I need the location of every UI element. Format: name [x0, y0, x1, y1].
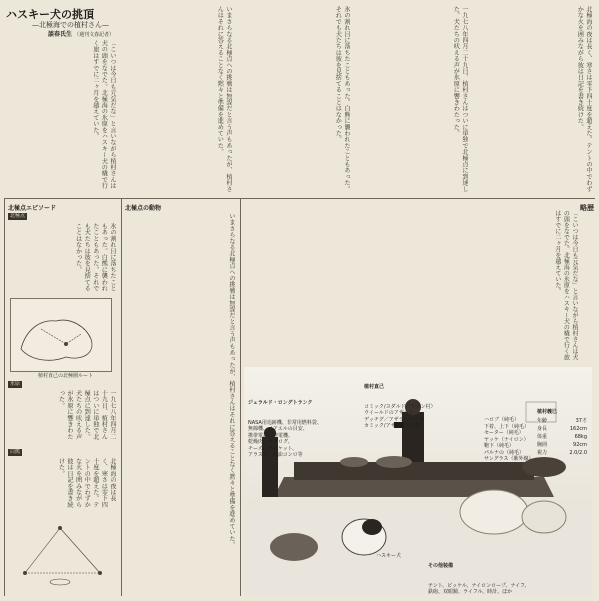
chronology-title: 略歴 — [580, 204, 594, 212]
body-column-2: 氷の割れ目に落ちたこともあった。白熊に襲われたこともあった。それでも犬たちは彼を見捨てることはなかった。 — [334, 6, 350, 192]
sidebar-border-left — [4, 198, 5, 596]
expedition-photo — [244, 367, 592, 595]
stats-label: 体重 — [537, 434, 548, 440]
tag-3: 白熊 — [10, 449, 21, 455]
stats-label: 視力 — [537, 450, 548, 456]
stats-row — [537, 441, 587, 449]
dog-label: ハスキー犬 — [376, 553, 402, 559]
animals-text: いまさらなる北極点への挑戦は無謀だと言う声もあったが、植村さんはそれに答えることなく黙々と準備を進めていた。 — [228, 213, 235, 548]
article-subtitle: —北極海での植村さん— — [32, 21, 109, 29]
body-column-3: 一九七八年四月二十九日、植村さんはついに単独で北極点に到達した。犬たちの吠える声が氷原に響きわたった。 — [452, 6, 468, 192]
section-divider — [4, 198, 595, 199]
stats-row — [537, 433, 587, 441]
sled-sketch-drawing — [10, 518, 114, 588]
body-column-4: 北極海の夜は長く、寒さは零下四十度を超えた。テントの中でわずかな火を囲みながら彼は日記を書き続けた。 — [576, 6, 592, 192]
author-note: （週刊文春記者） — [74, 32, 115, 38]
route-map-caption: 植村直己の北極圏ルート — [38, 373, 94, 379]
stats-value: 37才 — [575, 418, 587, 424]
center-equipment-label — [364, 371, 436, 443]
animals-box-title: 北極点の動物 — [125, 205, 162, 212]
chronology-table: 「こいつは今日も元気だな」と言いながら植村さんは犬の頭をなでた。北極海の氷原をハスキー犬の橇で行く旅はすでに二ヶ月を越えていた。 — [553, 210, 578, 360]
stats-label: 年齢 — [537, 418, 548, 424]
route-map — [10, 298, 112, 372]
stats-box — [537, 408, 587, 457]
tag-1: 北極点 — [10, 213, 26, 219]
stats-row — [537, 425, 587, 433]
bear-text: 北極海の夜は長く、寒さは零下四十度を超えた。テントの中でわずかな火を囲みながら彼は日記を書き続けた。 — [57, 458, 116, 508]
stats-value: 68kg — [574, 434, 587, 440]
stats-value: 162cm — [569, 426, 587, 432]
right-clothing-label: ハロブ（純毛） 下着、上下（純毛） セーター（純毛） ヤッケ（ナイロン） 鞄下（純毛） パルナの（純毛） サングラス（紫外線） — [484, 417, 534, 462]
sidebar-border-right — [240, 198, 241, 596]
left-equipment-label — [248, 387, 322, 472]
stats-value: 2.0/2.0 — [569, 450, 587, 456]
center-equipment-body: コミック/ヨダルド（ラクン村） ウイールドのアザラシ デッチグ／アザラシの手袋 カミック/アザラシ皮の靴 — [364, 403, 436, 429]
stats-label: 胸囲 — [537, 442, 548, 448]
episode-text: 氷の割れ目に落ちたこともあった。白熊に襲われたこともあった。それでも犬たちは彼を見捨てることはなかった。 — [74, 223, 116, 292]
body-column-1: いまさらなる北極点への挑戦は無謀だと言う声もあったが、植村さんはそれに答えることなく黙々と準備を進めていた。 — [216, 6, 232, 192]
ice-text: 一九七八年四月二十九日、植村さんはついに単独で北極点に到達した。犬たちの吠える声が氷原に響きわたった。 — [57, 390, 116, 440]
stats-title: 植村義巳 — [537, 409, 558, 415]
route-map-drawing — [11, 299, 111, 371]
intro-column: 「こいつは今日も元気だな」と言いながら植村さんは犬の頭をなでた。北極海の氷原をハスキー犬の橇で行く旅はすでに二ヶ月を越えていた。 — [91, 40, 116, 189]
other-equipment-label — [428, 550, 530, 595]
stats-row — [537, 449, 587, 457]
tag-2: 氷原 — [10, 381, 21, 387]
other-equipment-head: その他装備 — [428, 563, 454, 569]
episode-box-title: 北極点エピソード — [8, 205, 57, 212]
sled-sketch — [10, 518, 114, 588]
author-name: 談春氏生 — [48, 31, 73, 38]
left-equipment-head: ジェラルド・ロングトランク — [248, 400, 313, 406]
stats-row — [537, 417, 587, 425]
sidebar-border-mid — [121, 198, 122, 596]
article-author — [48, 29, 114, 38]
center-equipment-head: 植村直己 — [364, 384, 385, 390]
stats-value: 92cm — [573, 442, 587, 448]
other-equipment-body: テント、ピッケル、ナイロンロープ、ナイフ、 鉄砲、双眼鏡、ライフル、時計、ほか — [428, 582, 530, 595]
stats-label: 身長 — [537, 426, 548, 432]
left-equipment-body: NASA用追跡機、非常用燃料袋、 無線機、ノアエルの目安、 携帯電話、発電機、 乾燥肉、カタログ、 チーズ、ビスケット、 アラスカ、石油コンロ等 — [248, 419, 322, 458]
article-title: ハスキー犬の挑頂 — [6, 8, 94, 21]
